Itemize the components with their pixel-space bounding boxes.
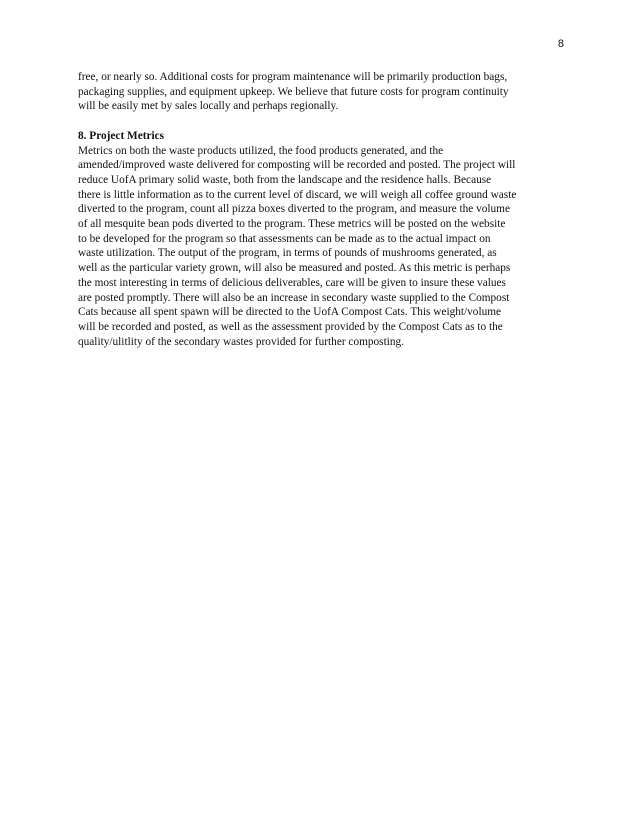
text-line: diverted to the program, count all pizza boxes diverted to the program, and measure the volume: [78, 203, 510, 216]
text-line: to be developed for the program so that assessments can be made as to the actual impact on: [78, 232, 491, 245]
text-line: packaging supplies, and equipment upkeep. We believe that future costs for program continuity: [78, 85, 509, 98]
text-line: waste utilization. The output of the program, in terms of pounds of mushrooms generated, as: [78, 247, 497, 260]
text-line: will be easily met by sales locally and perhaps regionally.: [78, 100, 339, 113]
text-line: of all mesquite bean pods diverted to the program. These metrics will be posted on the website: [78, 218, 506, 231]
text-line: are posted promptly. There will also be an increase in secondary waste supplied to the Compost: [78, 291, 510, 304]
text-line: free, or nearly so. Additional costs for program maintenance will be primarily production bags,: [78, 71, 508, 83]
section-heading: 8. Project Metrics: [78, 129, 165, 142]
project-metrics-section: [78, 129, 564, 350]
text-line: the most interesting in terms of delicious deliverables, care will be given to insure these values: [78, 276, 506, 289]
text-line: reduce UofA primary solid waste, both from the landscape and the residence halls. Because: [78, 173, 492, 186]
paragraph-spacer: [78, 114, 564, 129]
text-line: quality/ulitlity of the secondary wastes provided for further composting.: [78, 335, 404, 348]
document-body: [78, 70, 564, 349]
text-line: well as the particular variety grown, will also be measured and posted. As this metric is perhaps: [78, 262, 511, 275]
page-number: 8: [557, 38, 564, 50]
text-line: Cats because all spent spawn will be directed to the UofA Compost Cats. This weight/volume: [78, 306, 502, 319]
continuation-paragraph: [78, 70, 564, 114]
text-line: there is little information as to the current level of discard, we will weigh all coffee ground waste: [78, 188, 517, 201]
text-line: amended/improved waste delivered for composting will be recorded and posted. The project will: [78, 159, 516, 172]
text-line: will be recorded and posted, as well as the assessment provided by the Compost Cats as to the: [78, 320, 503, 333]
text-line: Metrics on both the waste products utilized, the food products generated, and the: [78, 144, 444, 157]
